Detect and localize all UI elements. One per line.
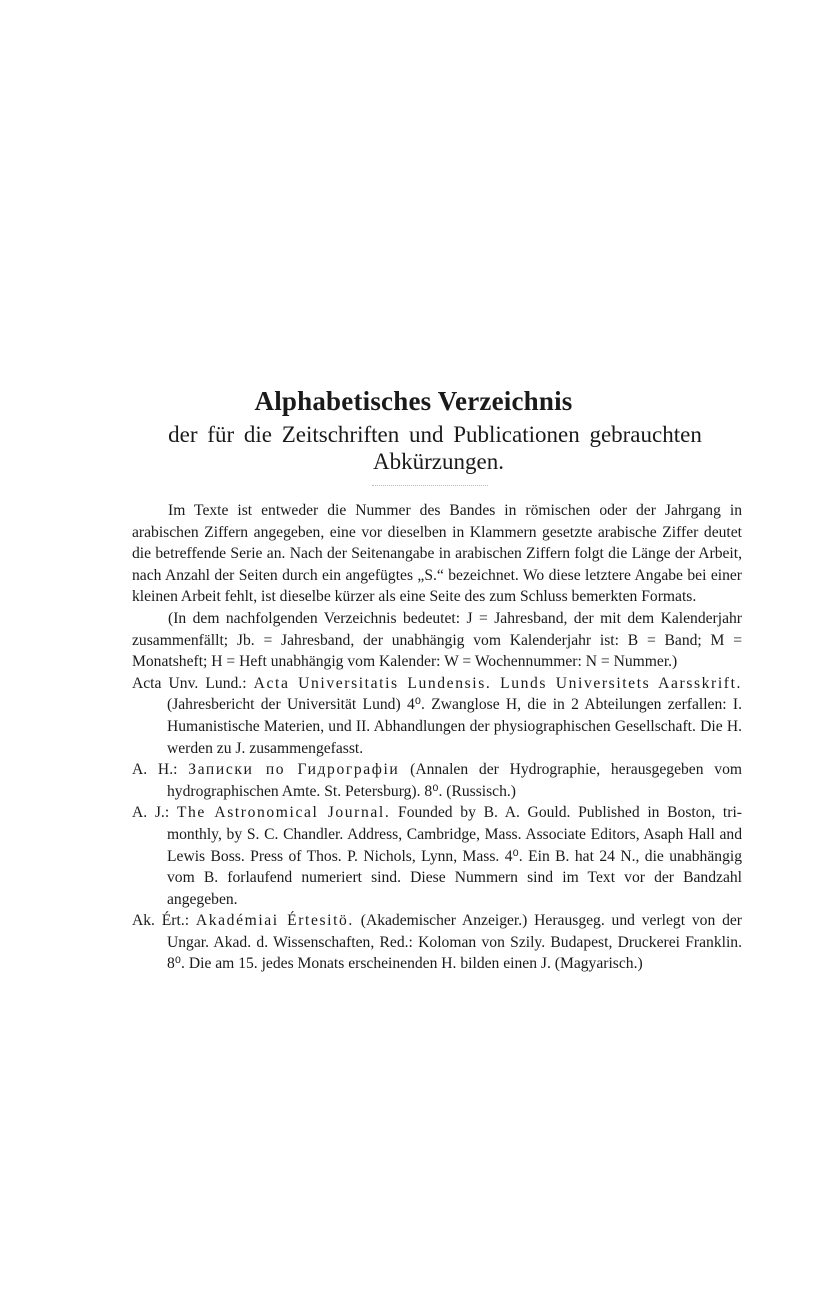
abbreviation-entry — [132, 910, 742, 975]
page-title: Alphabetisches Verzeichnis — [254, 386, 573, 416]
entry-description: (Akademischer Anzeiger.) Herausgeg. und verlegt von der Ungar. Akad. d. Wissenschaften, Red.: Koloman von Szily. Budapest, Druckerei Franklin. 8⁰. Die am 15. jedes Monats erscheinenden H. bilden einen J. (Magyarisch.) — [167, 912, 742, 973]
entry-description: (Jahresbericht der Universität Lund) 4⁰. Zwanglose H, die in 2 Abteilungen zerfallen: I. Humanistische Materien, und II. Abhandlungen der physiographischen Gesellschaft. Die H. werden zu J. zusammengefasst. — [167, 696, 742, 757]
entry-title: Записки по Гидрографіи — [188, 761, 400, 779]
divider-rule — [372, 485, 488, 486]
entry-title: Akadémiai Értesitö. — [195, 912, 354, 930]
legend-paragraph: (In dem nachfolgenden Verzeichnis bedeutet: J = Jahresband, der mit dem Kalenderjahr zusammenfällt; Jb. = Jahresband, der unabhängig vom Kalenderjahr ist: B = Band; M = Monatsheft; H = Heft unabhängig vom Kalender: W = Wochennummer: N = Nummer.) — [132, 609, 742, 671]
abbreviation-entry — [132, 802, 742, 910]
entry-abbreviation: A. H.: — [132, 761, 178, 779]
abbreviation-entry — [132, 673, 742, 759]
entry-title: The Astronomical Journal. — [176, 804, 391, 822]
entry-description: (Annalen der Hydrographie, herausgegeben vom hydrographischen Amte. St. Petersburg). 8⁰. (Russisch.) — [167, 761, 743, 800]
page-subtitle-continued: Abkürzungen. — [373, 449, 504, 474]
entry-abbreviation: A. J.: — [132, 804, 170, 822]
intro-paragraph: Im Texte ist entweder die Nummer des Bandes in römischen oder der Jahrgang in arabischen Ziffern angegeben, eine vor dieselben in Klammern gesetzte arabische Ziffer deutet die betreffende Serie an. Nach der Seitenangabe in arabischen Ziffern folgt die Länge der Arbeit, nach Anzahl der Seiten durch ein angefügtes „S.“ bezeichnet. Wo diese letztere Angabe bei einer kleinen Arbeit fehlt, ist dieselbe kürzer als eine Seite des zum Schluss bemerkten Formats. — [132, 502, 742, 606]
page-subtitle: der für die Zeitschriften und Publicationen gebrauchten — [168, 422, 702, 447]
entry-abbreviation: Ak. Ért.: — [132, 912, 190, 930]
entry-description: Founded by B. A. Gould. Published in Boston, tri-monthly, by S. C. Chandler. Address, Cambridge, Mass. Associate Editors, Asaph Hall and Lewis Boss. Press of Thos. P. Nichols, Lynn, Mass. 4⁰. Ein B. hat 24 N., die unabhängig vom B. forlaufend numeriert sind. Diese Nummern sind im Text vor der Bandzahl angegeben. — [167, 804, 742, 908]
abbreviation-entry — [132, 759, 742, 802]
entry-abbreviation: Acta Unv. Lund.: — [132, 674, 247, 692]
entry-title: Acta Universitatis Lundensis. Lunds Universitets Aarsskrift. — [253, 674, 743, 692]
body-text — [132, 500, 742, 975]
